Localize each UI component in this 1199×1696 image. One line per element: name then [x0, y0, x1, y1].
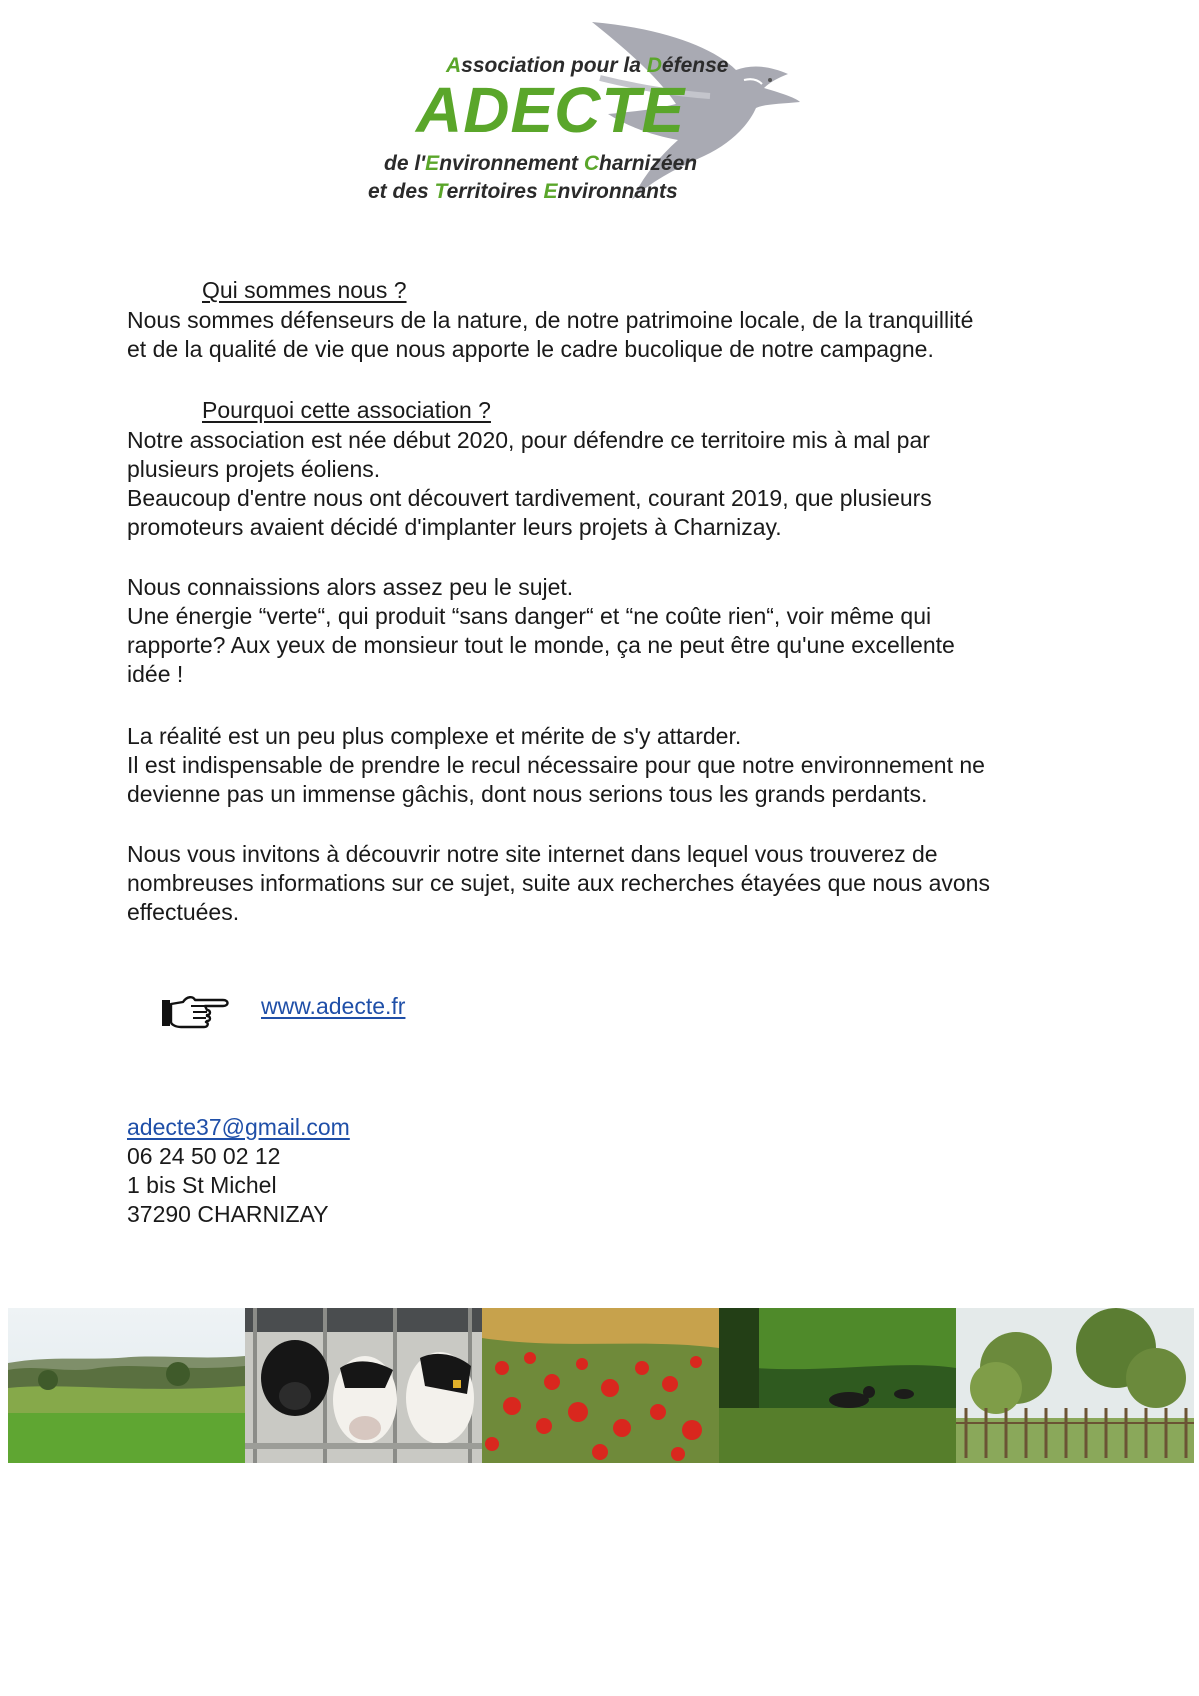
poppies-photo — [482, 1308, 719, 1463]
heading-who-are-we: Qui sommes nous ? — [202, 277, 407, 303]
paragraph-line: Notre association est née début 2020, pour défendre ce territoire mis à mal par — [127, 427, 930, 453]
cows-photo — [245, 1308, 482, 1463]
address-line: 1 bis St Michel — [127, 1172, 277, 1198]
phone-number: 06 24 50 02 12 — [127, 1143, 281, 1169]
paragraph-line: Une énergie “verte“, qui produit “sans danger“ et “ne coûte rien“, voir même qui — [127, 603, 932, 629]
paragraph-line: plusieurs projets éoliens. — [127, 456, 381, 482]
logo-text: nvironnants — [557, 180, 678, 203]
logo-text: nvironnement — [439, 152, 584, 175]
logo-initial: E — [543, 180, 558, 203]
logo-initial: D — [646, 54, 662, 77]
logo-initial: T — [434, 180, 447, 203]
paragraph-line: rapporte? Aux yeux de monsieur tout le monde, ça ne peut être qu'une excellente — [127, 632, 955, 658]
address-city: 37290 CHARNIZAY — [127, 1201, 329, 1227]
logo-text: erritoires — [446, 180, 544, 203]
pointing-hand-icon — [161, 992, 233, 1030]
logo-tagline-middle — [384, 152, 697, 176]
paragraph-line: Il est indispensable de prendre le recul nécessaire pour que notre environnement ne — [127, 752, 985, 778]
logo-initial: C — [583, 152, 600, 175]
logo-wordmark: ADECTE — [416, 74, 686, 146]
paragraph-line: Nous connaissions alors assez peu le sujet. — [127, 574, 574, 600]
logo-initial: A — [446, 54, 462, 77]
logo-tagline-bottom — [368, 180, 678, 204]
pond-duck-photo — [719, 1308, 956, 1463]
heading-why-this-association: Pourquoi cette association ? — [202, 397, 491, 423]
email-link[interactable]: adecte37@gmail.com — [127, 1114, 350, 1140]
paragraph-line: nombreuses informations sur ce sujet, suite aux recherches étayées que nous avons — [127, 870, 990, 896]
photo-strip — [8, 1308, 1194, 1463]
paragraph-line: La réalité est un peu plus complexe et mérite de s'y attarder. — [127, 723, 742, 749]
logo-text: de l' — [384, 152, 426, 175]
paragraph-line: Beaucoup d'entre nous ont découvert tardivement, courant 2019, que plusieurs — [127, 485, 932, 511]
trees-photo — [956, 1308, 1194, 1463]
paragraph-line: idée ! — [127, 661, 184, 687]
paragraph-line: devienne pas un immense gâchis, dont nous serions tous les grands perdants. — [127, 781, 928, 807]
landscape-photo — [8, 1308, 245, 1463]
paragraph-line: Nous vous invitons à découvrir notre site internet dans lequel vous trouverez de — [127, 841, 938, 867]
logo-text: ssociation pour la — [461, 54, 647, 77]
paragraph-line: promoteurs avaient décidé d'implanter leurs projets à Charnizay. — [127, 514, 782, 540]
logo-text: et des — [368, 180, 435, 203]
logo-initial: E — [425, 152, 440, 175]
paragraph-line: effectuées. — [127, 899, 240, 925]
paragraph-line: et de la qualité de vie que nous apporte le cadre bucolique de notre campagne. — [127, 336, 934, 362]
logo-text: éfense — [661, 54, 729, 77]
logo-text: harnizéen — [599, 152, 698, 175]
paragraph-line: Nous sommes défenseurs de la nature, de notre patrimoine locale, de la tranquillité — [127, 307, 974, 333]
association-logo — [360, 18, 860, 218]
website-link[interactable]: www.adecte.fr — [261, 993, 406, 1019]
